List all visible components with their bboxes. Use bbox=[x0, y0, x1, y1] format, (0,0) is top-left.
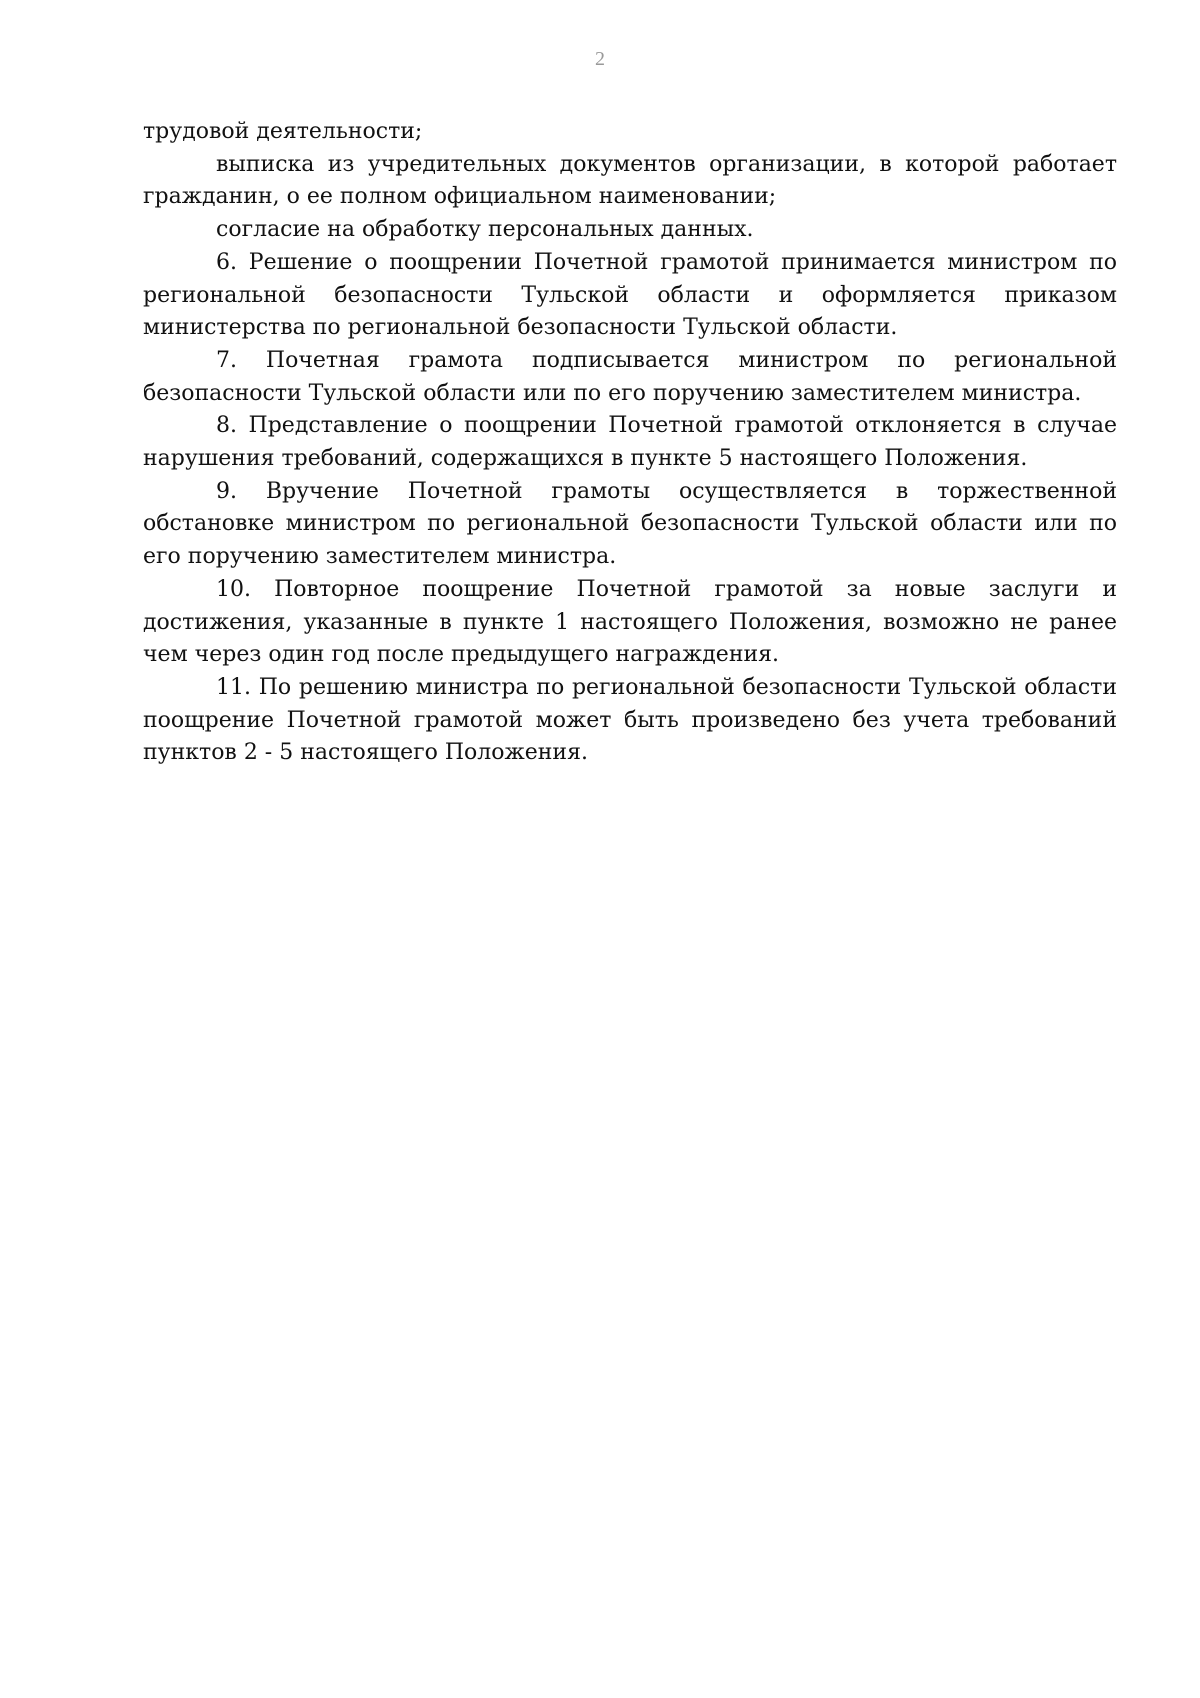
paragraph-clause-10: 10. Повторное поощрение Почетной грамотой за новые заслуги и достижения, указанные в пункте 1 настоящего Положения, возможно не ранее чем через один год после предыдущего награждения. bbox=[143, 576, 1117, 668]
page-number: 2 bbox=[595, 48, 605, 70]
paragraph-clause-8: 8. Представление о поощрении Почетной грамотой отклоняется в случае нарушения требований, содержащихся в пункте 5 настоящего Положения. bbox=[143, 413, 1117, 472]
document-body bbox=[143, 116, 1117, 770]
paragraph-clause-6: 6. Решение о поощрении Почетной грамотой принимается министром по региональной безопасности Тульской области и оформляется приказом министерства по региональной безопасности Тульской области. bbox=[143, 249, 1117, 341]
paragraph-clause-11: 11. По решению министра по региональной безопасности Тульской области поощрение Почетной грамотой может быть произведено без учета требований пунктов 2 - 5 настоящего Положения. bbox=[143, 674, 1117, 766]
paragraph-clause-9: 9. Вручение Почетной грамоты осуществляется в торжественной обстановке министром по региональной безопасности Тульской области или по его поручению заместителем министра. bbox=[143, 478, 1117, 570]
paragraph-clause-7: 7. Почетная грамота подписывается министром по региональной безопасности Тульской области или по его поручению заместителем министра. bbox=[143, 347, 1117, 406]
paragraph-continuation: трудовой деятельности; bbox=[143, 119, 423, 144]
paragraph-list-item-consent: согласие на обработку персональных данных. bbox=[216, 217, 754, 243]
paragraph-list-item-extract: выписка из учредительных документов организации, в которой работает гражданин, о ее полном официальном наименовании; bbox=[143, 151, 1117, 210]
